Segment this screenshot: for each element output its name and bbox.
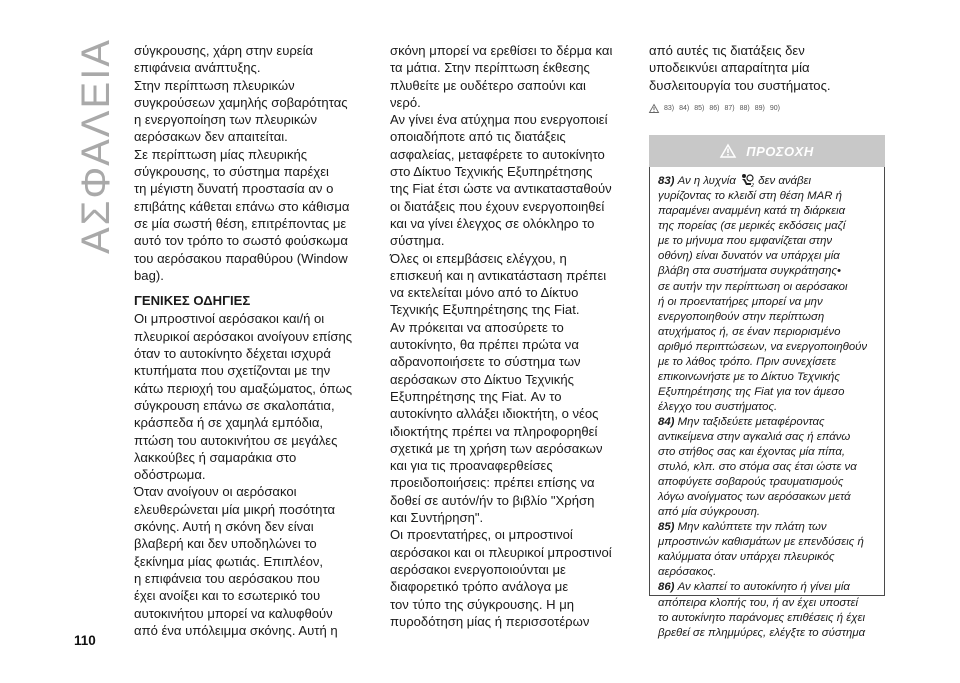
- caution-text: γυρίζοντας το κλειδί στη θέση MAR ή: [658, 190, 842, 203]
- text-line: σύγκρουση επάνω σε σκαλοπάτια,: [134, 397, 335, 413]
- text-line: οι διατάξεις που έχουν ενεργοποιηθεί: [390, 198, 605, 214]
- caution-text: το αυτοκίνητο παράνομες επιθέσεις ή έχει: [658, 611, 866, 624]
- warning-triangle-icon: [649, 104, 659, 113]
- column-2-paragraphs: [390, 42, 625, 630]
- footnote-ref: 86): [709, 104, 720, 112]
- footnote-ref: 90): [769, 104, 780, 112]
- caution-line: [658, 611, 876, 626]
- text-line: και για τις προαναφερθείσες: [390, 458, 553, 474]
- text-line: κτυπήματα που σχετίζονται με την: [134, 363, 331, 379]
- caution-text: σε αυτήν την περίπτωση οι αερόσακοι: [658, 280, 848, 293]
- text-line: της Fiat έτσι ώστε να αντικατασταθούν: [390, 181, 612, 197]
- caution-text: βλάβη στα συστήματα συγκράτησης•: [658, 265, 842, 278]
- text-line: όταν το αυτοκίνητο δέχεται ισχυρά: [134, 346, 331, 362]
- text-line: ελευθερώνεται μία μικρή ποσότητα: [134, 501, 336, 517]
- caution-text: αποφύγετε σοβαρούς τραυματισμούς: [658, 476, 844, 489]
- text-line: οδόστρωμα.: [134, 467, 206, 483]
- text-line: προειδοποιήσεις: πρέπει επίσης να: [390, 475, 595, 491]
- text-line: επισκευή και η αντικατάσταση πρέπει: [390, 267, 607, 283]
- caution-line: [658, 264, 876, 279]
- caution-text: επικοινωνήστε με το Δίκτυο Τεχνικής: [658, 370, 840, 383]
- section-side-tab: ΑΣΦΑΛΕΙΑ: [74, 38, 118, 255]
- caution-line: [658, 475, 876, 490]
- caution-text: αριθμό περιπτώσεων, να ενεργοποιηθούν: [658, 340, 868, 353]
- text-line: στο Δίκτυο Τεχνικής Εξυπηρέτησης: [390, 164, 593, 180]
- caution-line: [658, 430, 876, 445]
- caution-text: Εξυπηρέτησης της Fiat για τον άμεσο: [658, 385, 845, 398]
- caution-line: [658, 550, 876, 565]
- caution-text: ή οι προεντατήρες μπορεί να μην: [658, 295, 823, 308]
- text-line: αδρανοποιήσετε το σύστημα των: [390, 354, 581, 370]
- text-line: bag).: [134, 267, 164, 283]
- text-line: Εξυπηρέτησης της Fiat. Αν το: [390, 388, 562, 404]
- footnote-references: [649, 100, 885, 117]
- caution-line: [658, 370, 876, 385]
- caution-text: αντικείμενα στην αγκαλιά σας ή επάνω: [658, 430, 851, 443]
- text-line: υποδεικνύει απαραίτητα μία: [649, 60, 810, 76]
- caution-text: ενεργοποιηθούν στην περίπτωση: [658, 310, 825, 323]
- caution-line: [658, 340, 876, 355]
- text-line: τον τύπο της σύγκρουσης. Η μη: [390, 596, 575, 612]
- text-line: του αερόσακου παραθύρου (Window: [134, 250, 348, 266]
- caution-text: λόγω ανοίγματος των αερόσακων μετά: [658, 491, 851, 504]
- text-line: η επιφάνεια του αερόσακου που: [134, 570, 320, 586]
- text-line: τα μάτια. Στην περίπτωση έκθεσης: [390, 60, 590, 76]
- caution-text: της πορείας (σε μερικές εκδόσεις μαζί: [658, 220, 846, 233]
- text-line: από αυτές τις διατάξεις δεν: [649, 43, 805, 58]
- caution-line: [658, 565, 876, 580]
- column-1-paragraphs-b: [134, 310, 366, 639]
- footnote-ref: 83): [664, 104, 675, 112]
- text-line: νερό.: [390, 94, 421, 110]
- text-line: Όλες οι επεμβάσεις ελέγχου, η: [390, 250, 567, 266]
- text-line: σύστημα.: [390, 233, 445, 249]
- footnote-ref: 88): [739, 104, 750, 112]
- text-line: βλαβερή και δεν υποδηλώνει το: [134, 536, 317, 552]
- caution-text: Αν η λυχνία: [677, 175, 739, 188]
- caution-text: οθόνη) είναι δυνατόν να υπάρχει μία: [658, 250, 840, 263]
- svg-text:2: 2: [751, 183, 755, 190]
- caution-line: [658, 325, 876, 340]
- column-3-paragraphs: [649, 42, 885, 94]
- text-line: αερόσακοι ενεργοποιούνται με: [390, 561, 566, 577]
- caution-text: απόπειρα κλοπής του, ή αν έχει υποστεί: [658, 596, 859, 609]
- caution-line: [658, 189, 876, 204]
- text-line: οποιαδήποτε από τις διατάξεις: [390, 129, 566, 145]
- caution-title: ΠΡΟΣΟΧΗ: [746, 143, 814, 159]
- text-line: αυτό τον τρόπο το σωστό φούσκωμα: [134, 233, 348, 249]
- caution-header: [649, 135, 885, 167]
- caution-text: παραμένει αναμμένη κατά τη διάρκεια: [658, 205, 846, 218]
- text-line: σύγκρουσης, το σύστημα παρέχει: [134, 164, 329, 180]
- text-line: Τεχνικής Εξυπηρέτησης της Fiat.: [390, 302, 580, 318]
- footnote-ref: 89): [754, 104, 765, 112]
- text-line: πτώση του αυτοκινήτου σε μεγάλες: [134, 432, 338, 448]
- caution-text: μπροστινών καθισμάτων με επενδύσεις ή: [658, 536, 864, 549]
- text-line: και να γίνει έλεγχος σε ολόκληρο το: [390, 215, 595, 231]
- text-line: Σε περίπτωση μίας πλευρικής: [134, 146, 308, 162]
- caution-note-number: 85): [658, 521, 678, 534]
- text-line: τη μέγιστη δυνατή προστασία αν ο: [134, 181, 334, 197]
- text-line: Οι προεντατήρες, οι μπροστινοί: [390, 527, 573, 543]
- text-line: και Συντήρηση".: [390, 510, 484, 526]
- text-line: σκόνη μπορεί να ερεθίσει το δέρμα και: [390, 43, 613, 58]
- footnote-ref: 84): [679, 104, 690, 112]
- text-line: Οι μπροστινοί αερόσακοι και/ή οι: [134, 311, 325, 327]
- caution-line: [658, 445, 876, 460]
- caution-line: [658, 204, 876, 219]
- caution-text: Αν κλαπεί το αυτοκίνητο ή γίνει μία: [677, 581, 850, 594]
- text-line: σύγκρουσης, χάρη στην ευρεία: [134, 43, 314, 58]
- text-line: αυτοκίνητο, θα πρέπει πρώτα να: [390, 337, 579, 353]
- footnote-ref: 87): [724, 104, 735, 112]
- page-number: 110: [74, 633, 96, 648]
- text-line: ξεκίνημα μίας φωτιάς. Επιπλέον,: [134, 553, 324, 569]
- text-line: έχει ανοίξει και το εσωτερικό του: [134, 588, 321, 604]
- caution-line: [658, 249, 876, 264]
- caution-text: από μία σύγκρουση.: [658, 506, 761, 519]
- caution-box: [649, 167, 885, 639]
- text-line: Στην περίπτωση πλευρικών: [134, 77, 295, 93]
- caution-line: [658, 490, 876, 505]
- text-line: ασφαλείας, μεταφέρετε το αυτοκίνητο: [390, 146, 605, 162]
- caution-line: [658, 596, 876, 611]
- text-line: να εκτελείται μόνο από το Δίκτυο: [390, 285, 579, 301]
- caution-line: [658, 295, 876, 310]
- airbag-warning-icon: [739, 173, 755, 190]
- text-line: συγκρούσεων χαμηλής σοβαρότητας: [134, 94, 348, 110]
- caution-text: Μην καλύπτετε την πλάτη των: [677, 521, 827, 534]
- caution-line: [658, 520, 876, 535]
- caution-line: [658, 234, 876, 249]
- text-line: λακκούβες ή σαμαράκια στο: [134, 449, 297, 465]
- caution-text: βρεθεί σε πλημμύρες, ελέγξτε το σύστημα: [658, 626, 866, 639]
- caution-text: με το λάθος τρόπο. Πριν συνεχίσετε: [658, 355, 837, 368]
- caution-line: [658, 310, 876, 325]
- caution-line: [658, 280, 876, 295]
- caution-line: [658, 580, 876, 595]
- text-line: δοθεί σε αυτόν/ήν το βιβλίο "Χρήση: [390, 492, 595, 508]
- text-line: επιφάνεια ανάπτυξης.: [134, 60, 261, 76]
- warning-triangle-icon: [720, 144, 736, 158]
- text-line: κράσπεδα ή σε χαμηλά εμπόδια,: [134, 415, 324, 431]
- caution-line: [658, 355, 876, 370]
- caution-text: έλεγχο του συστήματος.: [658, 400, 778, 413]
- text-line: Όταν ανοίγουν οι αερόσακοι: [134, 484, 297, 500]
- text-line: Αν πρόκειται να αποσύρετε το: [390, 319, 564, 335]
- text-line: από ένα υπόλειμμα σκόνης. Αυτή η: [134, 622, 338, 638]
- text-line: πυροδότηση μίας ή περισσοτέρων: [390, 613, 590, 629]
- caution-text: με το μήνυμα που εμφανίζεται στην: [658, 235, 833, 248]
- text-line: πλευρικοί αερόσακοι ανοίγουν επίσης: [134, 328, 353, 344]
- caution-line: [658, 173, 876, 189]
- caution-line: [658, 505, 876, 520]
- caution-line: [658, 535, 876, 550]
- text-line: πλυθείτε με ουδέτερο σαπούνι και: [390, 77, 586, 93]
- text-line: διαφορετικό τρόπο ανάλογα με: [390, 579, 569, 595]
- text-line: η ενεργοποίηση των πλευρικών: [134, 112, 318, 128]
- caution-line: [658, 385, 876, 400]
- text-line: αυτοκίνητο αλλάξει ιδιοκτήτη, ο νέος: [390, 406, 599, 422]
- text-line: επιβάτης κάθεται επάνω στο κάθισμα: [134, 198, 350, 214]
- caution-text: ατυχήματος ή, σε έναν περιορισμένο: [658, 325, 841, 338]
- caution-text: Μην ταξιδεύετε μεταφέροντας: [677, 415, 825, 428]
- caution-note-number: 86): [658, 581, 678, 594]
- text-column-2: [390, 42, 625, 630]
- text-column-1: [134, 42, 366, 639]
- text-line: αερόσακοι και οι πλευρικοί μπροστινοί: [390, 544, 612, 560]
- text-line: σκόνης. Αυτή η σκόνη δεν είναι: [134, 519, 314, 535]
- caution-text: αερόσακος.: [658, 566, 717, 579]
- caution-text: στο στήθος σας και έχοντας μία πίπα,: [658, 446, 846, 459]
- text-line: αυτοκινήτου μπορεί να καλυφθούν: [134, 605, 333, 621]
- text-line: ιδιοκτήτης πρέπει να πληροφορηθεί: [390, 423, 598, 439]
- text-line: σχετικά με τη χρήση των αερόσακων: [390, 440, 603, 456]
- text-line: σε μία σωστή θέση, επιτρέποντας με: [134, 215, 347, 231]
- caution-note-number: 83): [658, 175, 678, 188]
- section-heading: ΓΕΝΙΚΕΣ ΟΔΗΓΙΕΣ: [134, 293, 251, 309]
- text-column-3: [649, 42, 885, 639]
- text-line: αερόσακων δεν απαιτείται.: [134, 129, 288, 145]
- footnote-ref: 85): [694, 104, 705, 112]
- caution-text: δεν ανάβει: [755, 175, 812, 188]
- caution-line: [658, 626, 876, 641]
- text-line: αερόσακων στο Δίκτυο Τεχνικής: [390, 371, 574, 387]
- caution-line: [658, 415, 876, 430]
- caution-line: [658, 400, 876, 415]
- caution-note-number: 84): [658, 415, 678, 428]
- caution-text: στυλό, κλπ. στο στόμα σας έτσι ώστε να: [658, 461, 857, 474]
- caution-line: [658, 219, 876, 234]
- text-line: κάτω περιοχή του αμαξώματος, όπως: [134, 380, 353, 396]
- column-1-paragraphs-a: [134, 42, 366, 284]
- text-line: δυσλειτουργία του συστήματος.: [649, 77, 831, 93]
- caution-text: καλύμματα όταν υπάρχει πλευρικός: [658, 551, 835, 564]
- caution-line: [658, 460, 876, 475]
- text-line: Αν γίνει ένα ατύχημα που ενεργοποιεί: [390, 112, 608, 128]
